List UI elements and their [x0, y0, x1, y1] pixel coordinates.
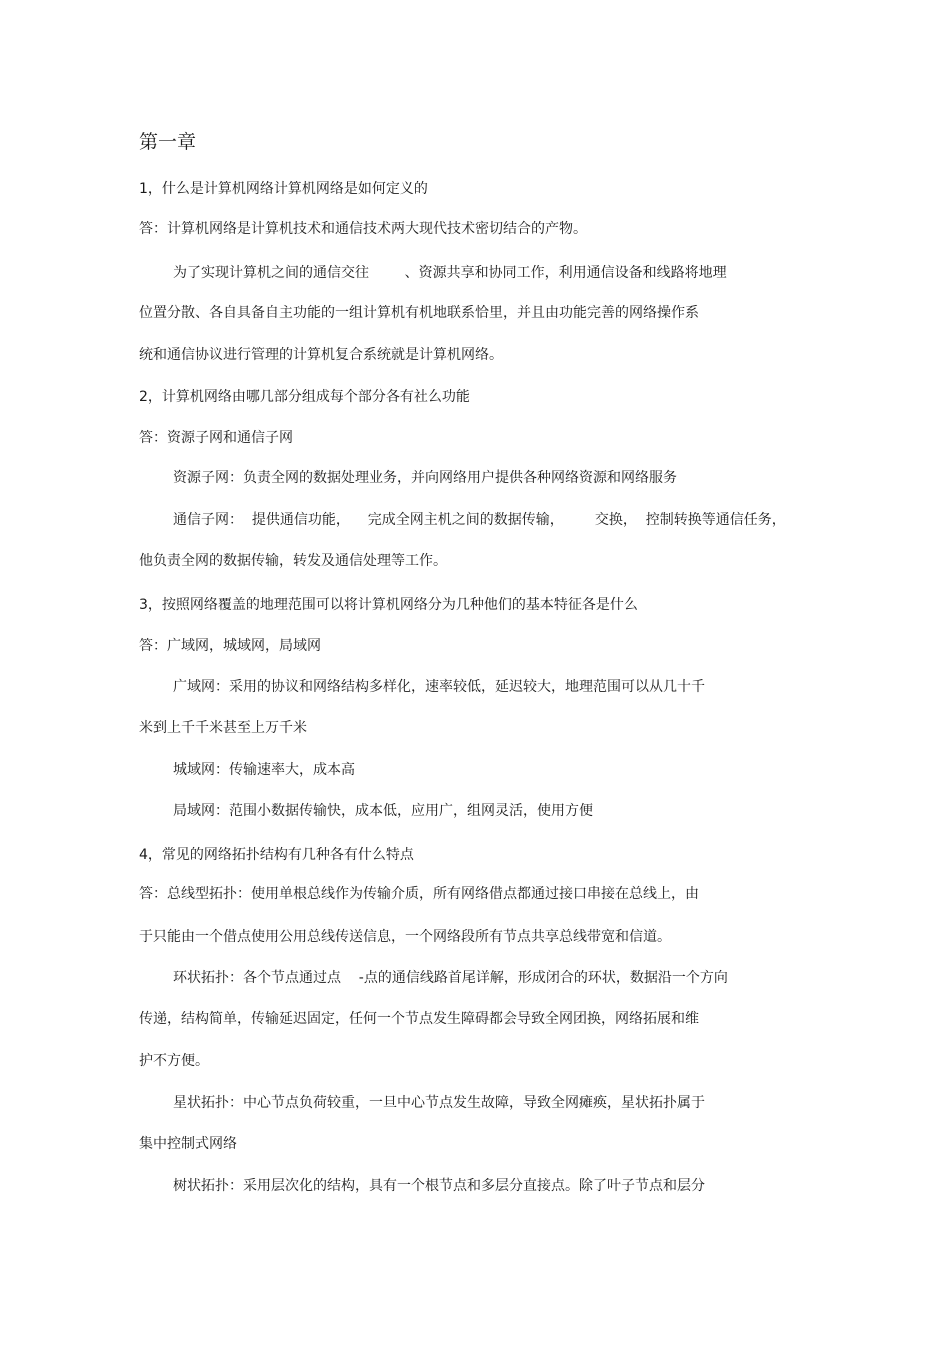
answer-1-line-2: 为了实现计算机之间的通信交往 、资源共享和协同工作，利用通信设备和线路将地理 [173, 265, 727, 281]
answer-2-line-1: 答：资源子网和通信子网 [139, 430, 293, 446]
question-4: 4，常见的网络拓扑结构有几种各有什么特点 [139, 847, 414, 863]
answer-4-line-8: 树状拓扑：采用层次化的结构，具有一个根节点和多层分直接点。除了叶子节点和层分 [173, 1178, 705, 1194]
question-3: 3，按照网络覆盖的地理范围可以将计算机网络分为几种他们的基本特征各是什么 [139, 597, 638, 613]
question-2: 2，计算机网络由哪几部分组成每个部分各有社么功能 [139, 389, 470, 405]
answer-1-line-1: 答：计算机网络是计算机技术和通信技术两大现代技术密切结合的产物。 [139, 221, 587, 237]
answer-2-line-4: 他负责全网的数据传输，转发及通信处理等工作。 [139, 553, 447, 569]
answer-2-line-2: 资源子网：负责全网的数据处理业务，并向网络用户提供各种网络资源和网络服务 [173, 470, 677, 486]
answer-3-line-3: 米到上千千米甚至上万千米 [139, 720, 307, 736]
answer-2-line-3: 通信子网： 提供通信功能， 完成全网主机之间的数据传输， 交换， 控制转换等通信任务， [173, 512, 786, 528]
answer-4-line-2: 于只能由一个借点使用公用总线传送信息，一个网络段所有节点共享总线带宽和信道。 [139, 929, 671, 945]
answer-4-line-5: 护不方便。 [139, 1053, 209, 1069]
answer-3-line-4: 城域网：传输速率大，成本高 [173, 762, 355, 778]
answer-1-line-4: 统和通信协议进行管理的计算机复合系统就是计算机网络。 [139, 347, 503, 363]
question-1: 1，什么是计算机网络计算机网络是如何定义的 [139, 181, 428, 197]
chapter-title: 第一章 [139, 131, 197, 153]
answer-3-line-2: 广域网：采用的协议和网络结构多样化，速率较低，延迟较大，地理范围可以从几十千 [173, 679, 705, 695]
answer-4-line-6: 星状拓扑：中心节点负荷较重，一旦中心节点发生故障，导致全网瘫痪，星状拓扑属于 [173, 1095, 705, 1111]
answer-4-line-4: 传递，结构简单，传输延迟固定，任何一个节点发生障碍都会导致全网团换，网络拓展和维 [139, 1011, 699, 1027]
answer-1-line-3: 位置分散、各自具备自主功能的一组计算机有机地联系恰里，并且由功能完善的网络操作系 [139, 305, 699, 321]
answer-4-line-7: 集中控制式网络 [139, 1136, 237, 1152]
answer-4-line-1: 答：总线型拓扑：使用单根总线作为传输介质，所有网络借点都通过接口串接在总线上，由 [139, 886, 699, 902]
answer-3-line-5: 局域网：范围小数据传输快，成本低，应用广，组网灵活，使用方便 [173, 803, 593, 819]
answer-4-line-3: 环状拓扑：各个节点通过点 -点的通信线路首尾详解，形成闭合的环状，数据沿一个方向 [173, 970, 728, 986]
answer-3-line-1: 答：广域网，城域网，局域网 [139, 638, 321, 654]
